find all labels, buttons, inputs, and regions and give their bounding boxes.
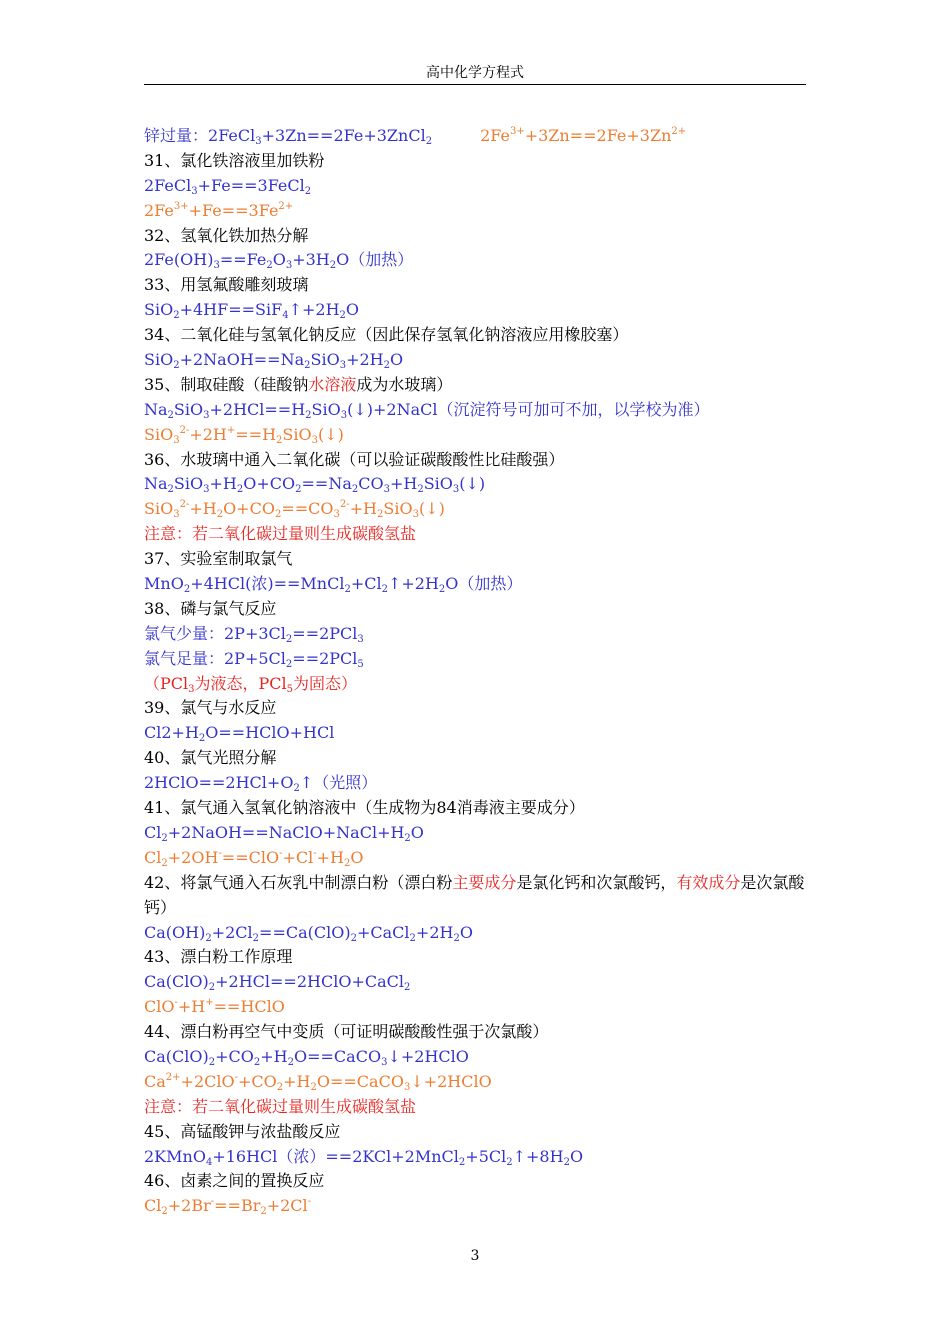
section-heading: 38、磷与氯气反应 [144,598,277,618]
ionic-equation-line: $Cl_2+2OH^-==ClO^-+Cl^-+H_2O$ [144,847,364,869]
equation-line: 氯气足量：$2P+5Cl_2==2PCl_5$ [144,648,364,670]
equation-line: $2HClO==2HCl+O_2↑$（光照） [144,773,378,795]
section-heading: 43、漂白粉工作原理 [144,947,293,967]
section-heading: 33、用氢氟酸雕刻玻璃 [144,275,309,295]
section-heading: 34、二氧化硅与氢氧化钠反应（因此保存氢氧化钠溶液应用橡胶塞） [144,325,629,345]
equation-line: $Ca(OH)_2+2Cl_2==Ca(ClO)_2+CaCl_2+2H_2O$ [144,922,473,944]
equation-line: $SiO_2+2NaOH==Na_2SiO_3+2H_2O$ [144,350,404,372]
section-heading: 39、氯气与水反应 [144,698,277,718]
equation-line: $2Fe(OH)_3==Fe_2O_3+3H_2O$（加热） [144,250,414,272]
section-heading: 36、水玻璃中通入二氧化碳（可以验证碳酸酸性比硅酸强） [144,449,565,469]
equation-line: $Na_2SiO_3+2HCl==H_2SiO_3(↓)+2NaCl$（沉淀符号可加可不加，以学校为准） [144,399,710,421]
note-line: 注意：若二氧化碳过量则生成碳酸氢盐 [144,1096,417,1116]
section-heading: 44、漂白粉再空气中变质（可证明碳酸酸性强于次氯酸） [144,1022,549,1042]
equation-line: $Ca(ClO)_2+2HCl==2HClO+CaCl_2$ [144,972,411,994]
ionic-equation-line: $2Fe^{3+}+Fe==3Fe^{2+}$ [144,200,294,220]
equation-line: $SiO_2+4HF==SiF_4↑+2H_2O$ [144,300,360,322]
ionic-equation-line: $Cl_2+2Br^-==Br_2+2Cl^-$ [144,1196,312,1218]
ionic-equation: $2Fe^{3+}+3Zn==2Fe+3Zn^{2+}$ [480,126,687,145]
ionic-equation-line: $SiO_3^{2-}+H_2O+CO_2==CO_3^{2-}+H_2SiO_3(↓)$ [144,499,445,521]
note-line: （PCl$_3$为液态，PCl$_5$为固态） [144,673,358,695]
equation-line: $Cl_2+2NaOH==NaClO+NaCl+H_2O$ [144,822,424,844]
equation-line: $Na_2SiO_3+H_2O+CO_2==Na_2CO_3+H_2SiO_3(↓)$ [144,474,486,496]
section-heading: 35、制取硅酸（硅酸钠水溶液成为水玻璃） [144,374,453,394]
ionic-equation-line: $SiO_3^{2-}+2H^+==H_2SiO_3(↓)$ [144,424,344,446]
section-heading: 46、卤素之间的置换反应 [144,1171,325,1191]
section-heading: 32、氢氧化铁加热分解 [144,225,309,245]
note-line: 注意：若二氧化碳过量则生成碳酸氢盐 [144,524,417,544]
section-heading: 37、实验室制取氯气 [144,549,293,569]
section-heading: 42、将氯气通入石灰乳中制漂白粉（漂白粉主要成分是氯化钙和次氯酸钙，有效成分是次氯酸钙） [144,872,805,917]
equation-line: 2KMnO$_4$+16HCl（浓）$==2KCl+2MnCl_2+5Cl_2↑+8H_2O$ [144,1146,584,1168]
ionic-equation-line: $Ca^{2+}+2ClO^-+CO_2+H_2O==CaCO_3↓+2HClO$ [144,1071,492,1093]
equation-list [144,124,812,1219]
equation-line: $Cl2+H_2O==HClO+HCl$ [144,723,335,745]
equation-line: 2FeCl$_3$+Fe==3FeCl$_2$ [144,175,312,197]
equation-line: $Ca(ClO)_2+CO_2+H_2O==CaCO_3↓+2HClO$ [144,1046,469,1068]
ionic-equation-line: ClO-+H+==HClO [144,997,285,1017]
header-title: 高中化学方程式 [426,65,524,81]
page-number: 3 [470,1248,480,1264]
equation-line: 氯气少量：$2P+3Cl_2==2PCl_3$ [144,623,364,645]
page-header [144,64,806,85]
section-heading: 41、氯气通入氢氧化钠溶液中（生成物为84消毒液主要成分） [144,798,585,818]
equation-line: 锌过量：2FeCl$_3$+3Zn==2Fe+3ZnCl$_2$ $2Fe^{3+}+3Zn==2Fe+3Zn^{2+}$ [144,126,687,147]
equation-line: MnO$_2$+4HCl(浓)$==MnCl_2+Cl_2↑+2H_2O$（加热） [144,574,523,596]
section-heading: 45、高锰酸钾与浓盐酸反应 [144,1121,341,1141]
section-heading: 40、氯气光照分解 [144,748,277,768]
section-heading: 31、氯化铁溶液里加铁粉 [144,150,325,170]
